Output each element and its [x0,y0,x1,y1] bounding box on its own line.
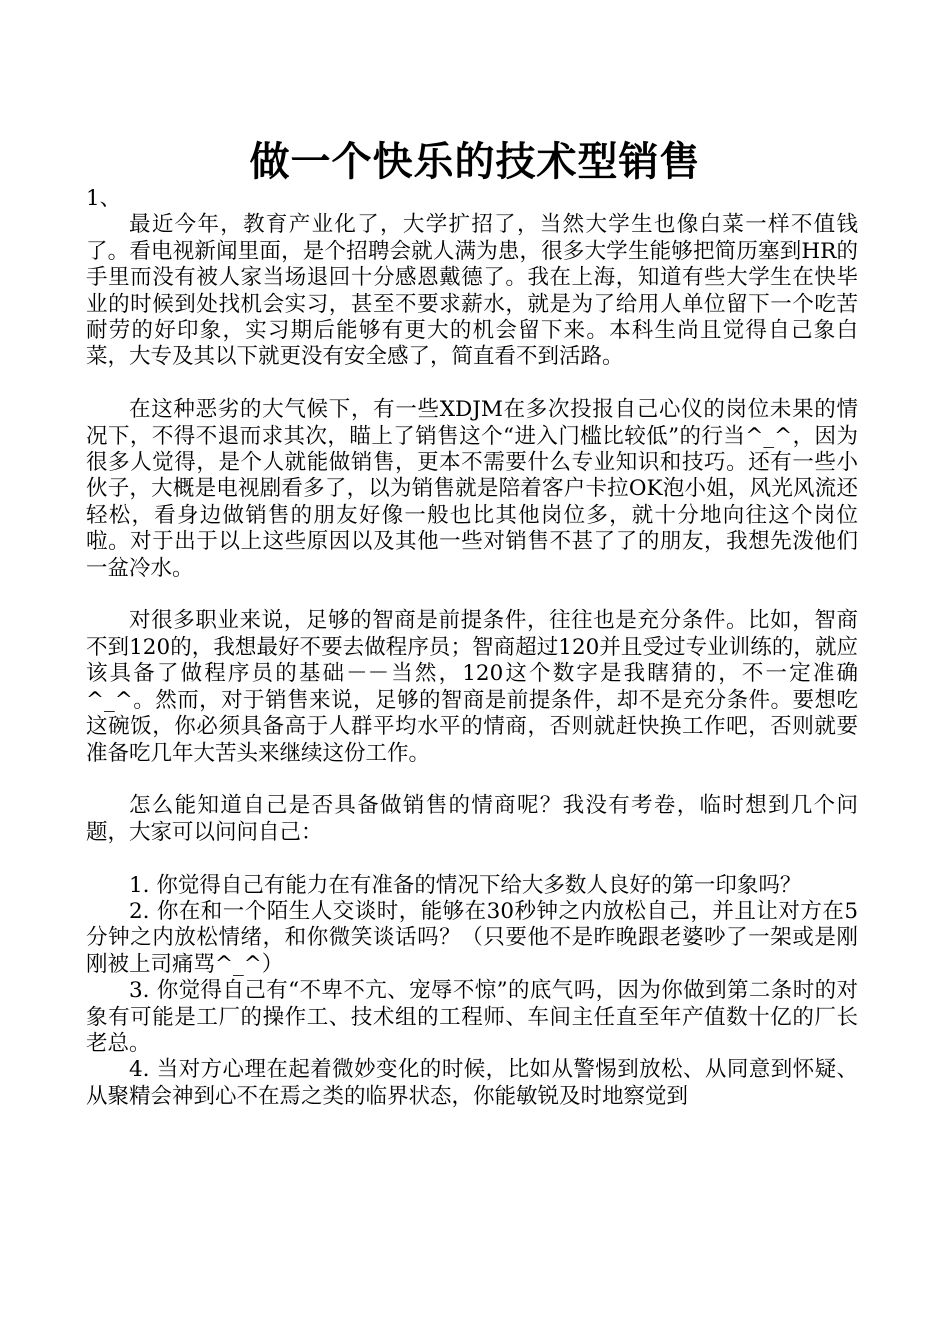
question-1: 1. 你觉得自己有能力在有准备的情况下给大多数人良好的第一印象吗？ [129,872,802,898]
question-2: 2. 你在和一个陌生人交谈时，能够在30秒钟之内放松自己，并且让对方在5分钟之内放松情绪，和你微笑谈话吗？（只要他不是昨晚跟老婆吵了一架或是刚刚被上司痛骂^_^） [86,898,858,977]
paragraph-2: 在这种恶劣的大气候下，有一些XDJM在多次投报自己心仪的岗位未果的情况下，不得不退而求其次，瞄上了销售这个“进入门槛比较低”的行当^_^，因为很多人觉得，是个人就能做销售，更本不需要什么专业知识和技巧。还有一些小伙子，大概是电视剧看多了，以为销售就是陪着客户卡拉OK泡小姐，风光风流还轻松，看身边做销售的朋友好像一般也比其他岗位多，就十分地向往这个岗位啦。对于出于以上这些原因以及其他一些对销售不甚了了的朋友，我想先泼他们一盆冷水。 [86,397,858,581]
paragraph-spacer [86,767,858,793]
question-4: 4. 当对方心理在起着微妙变化的时候，比如从警惕到放松、从同意到怀疑、从聚精会神到心不在焉之类的临界状态，你能敏锐及时地察觉到 [86,1057,858,1109]
section-number: 1、 [86,186,122,211]
paragraph-1: 最近今年，教育产业化了，大学扩招了，当然大学生也像白菜一样不值钱了。看电视新闻里面，是个招聘会就人满为患，很多大学生能够把简历塞到HR的手里而没有被人家当场退回十分感恩戴德了。我在上海，知道有些大学生在快毕业的时候到处找机会实习，甚至不要求薪水，就是为了给用人单位留下一个吃苦耐劳的好印象，实习期后能够有更大的机会留下来。本科生尚且觉得自己象白菜，大专及其以下就更没有安全感了，简直看不到活路。 [86,212,858,370]
paragraph-spacer [86,582,858,608]
paragraph-4: 怎么能知道自己是否具备做销售的情商呢？我没有考卷，临时想到几个问题，大家可以问问自己： [86,793,858,845]
paragraph-spacer [86,371,858,397]
question-3: 3. 你觉得自己有“不卑不亢、宠辱不惊”的底气吗，因为你做到第二条时的对象有可能是工厂的操作工、技术组的工程师、车间主任直至年产值数十亿的厂长老总。 [86,978,858,1056]
paragraph-3: 对很多职业来说，足够的智商是前提条件，往往也是充分条件。比如，智商不到120的，我想最好不要去做程序员；智商超过120并且受过专业训练的，就应该具备了做程序员的基础－－当然，120这个数字是我瞎猜的，不一定准确^_^。然而，对于销售来说，足够的智商是前提条件，却不是充分条件。要想吃这碗饭，你必须具备高于人群平均水平的情商，否则就赶快换工作吧，否则就要准备吃几年大苦头来继续这份工作。 [86,608,858,766]
paragraph-spacer [86,846,858,872]
document-title: 做一个快乐的技术型销售 [249,139,701,185]
document-body [86,186,858,1110]
